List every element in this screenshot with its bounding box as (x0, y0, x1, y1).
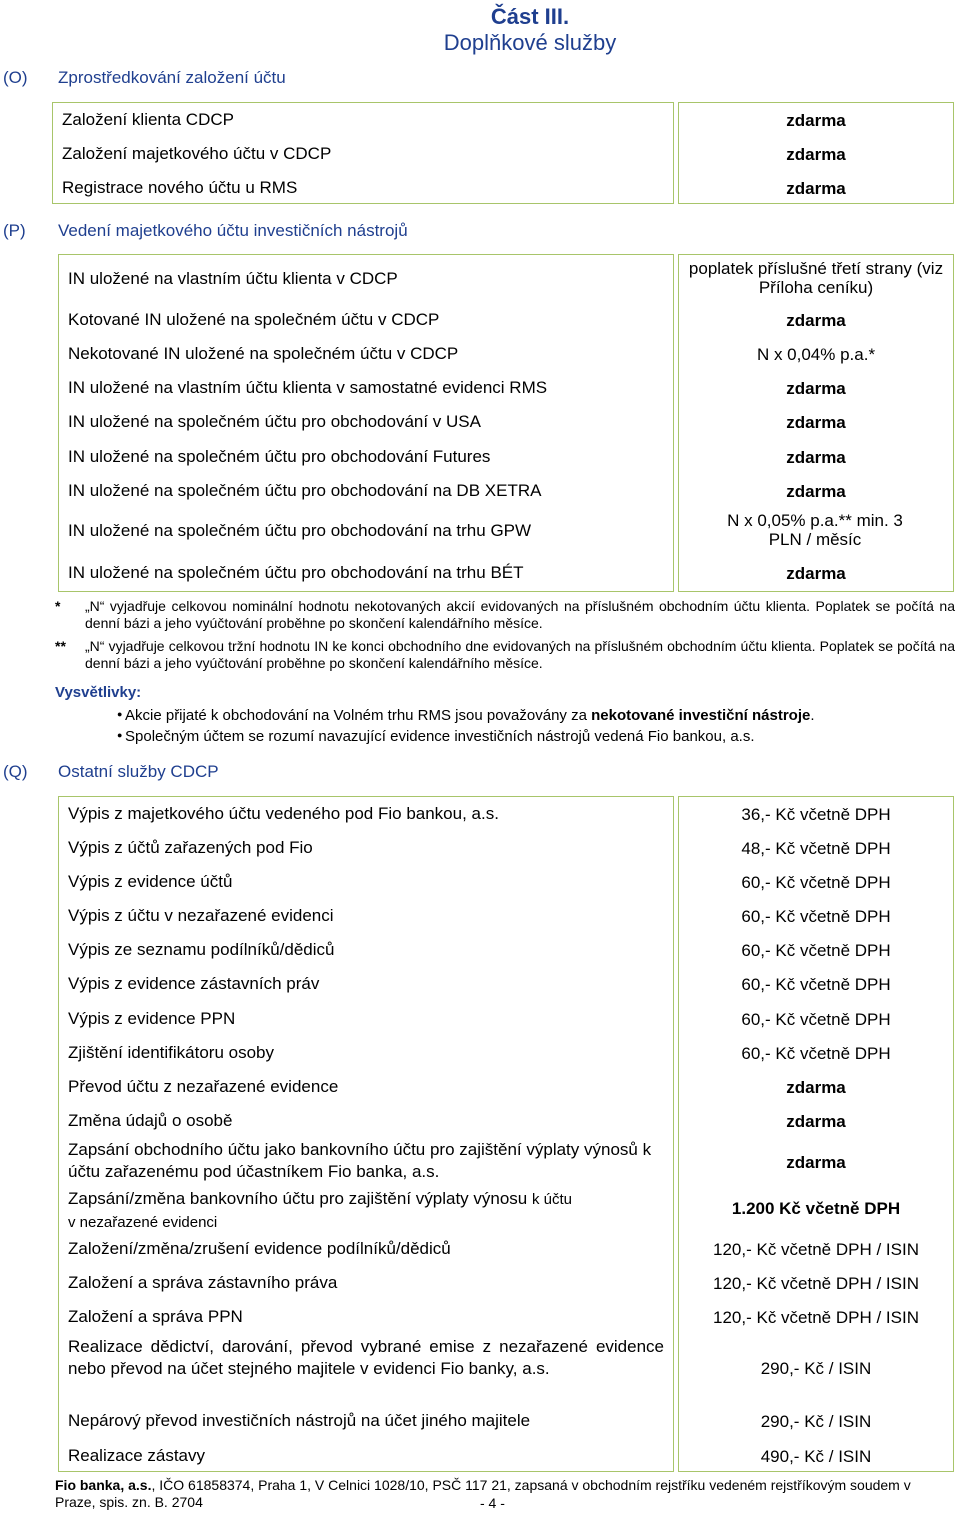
legend-item (125, 707, 815, 724)
section-q-row-value: 1.200 Kč včetně DPH (731, 1199, 901, 1218)
section-p-row-label: IN uložené na společném účtu pro obchodování Futures (68, 447, 491, 466)
section-q-row-label: Výpis z majetkového účtu vedeného pod Fio bankou, a.s. (68, 804, 499, 823)
section-p-row-label: Kotované IN uložené na společném účtu v CDCP (68, 310, 440, 329)
section-q-row-label: Zapsání obchodního účtu jako bankovního účtu pro zajištění výplaty výnosů k účtu zařazenému pod účastníkem Fio banka, a.s. (68, 1140, 652, 1181)
page-number: - 4 - (480, 1495, 505, 1511)
section-o-row-label: Založení majetkového účtu v CDCP (62, 144, 332, 163)
section-o-row-value: zdarma (786, 111, 846, 130)
section-q-row-label: Výpis z evidence účtů (68, 872, 233, 891)
legend-item-text: Společným účtem se rozumí navazující evidence investičních nástrojů vedená Fio bankou, a.s. (125, 728, 755, 745)
section-p-row-value: zdarma (786, 379, 846, 398)
section-q-row-label: Výpis ze seznamu podílníků/dědiců (68, 940, 335, 959)
section-q-row-label: Výpis z účtu v nezařazené evidenci (68, 906, 334, 925)
section-q-row-label: Převod účtu z nezařazené evidence (68, 1077, 339, 1096)
section-p-row-label: IN uložené na společném účtu pro obchodování na trhu BÉT (68, 563, 524, 582)
section-q-row-value: 60,- Kč včetně DPH (741, 975, 891, 994)
section-o-code: (O) (3, 68, 28, 87)
section-q-row-value: 120,- Kč včetně DPH / ISIN (713, 1240, 919, 1259)
section-p-row-value: zdarma (786, 564, 846, 583)
section-p-title: Vedení majetkového účtu investičních nástrojů (58, 221, 408, 240)
section-p-row-value: zdarma (786, 448, 846, 467)
legend-item (125, 728, 755, 745)
section-q-row-label: Výpis z evidence zástavních práv (68, 974, 320, 993)
section-p-row-label: IN uložené na vlastním účtu klienta v CDCP (68, 269, 398, 288)
part-title: Doplňkové služby (443, 30, 617, 55)
page-footer (55, 1477, 955, 1511)
section-q-row-label (68, 1188, 668, 1234)
footnote-mark: * (55, 598, 61, 614)
footer-company: Fio banka, a.s. (55, 1477, 152, 1493)
section-q-row-label: Výpis z účtů zařazených pod Fio (68, 838, 313, 857)
section-q-title: Ostatní služby CDCP (58, 762, 219, 781)
section-q-row-label: Změna údajů o osobě (68, 1111, 233, 1130)
section-p-row-label: IN uložené na společném účtu pro obchodování na DB XETRA (68, 481, 542, 500)
section-o-row-value: zdarma (786, 179, 846, 198)
section-o-row-value: zdarma (786, 145, 846, 164)
section-p-row-value: poplatek příslušné třetí strany (viz Příloha ceníku) (688, 259, 944, 297)
section-p-code: (P) (3, 221, 26, 240)
section-q-row-value: 60,- Kč včetně DPH (741, 873, 891, 892)
legend-title: Vysvětlivky: (55, 684, 142, 701)
section-p-row-label: IN uložené na společném účtu pro obchodování na trhu GPW (68, 521, 532, 540)
section-q-row-label: Realizace zástavy (68, 1446, 206, 1465)
section-o-row-label: Registrace nového účtu u RMS (62, 178, 298, 197)
legend-item-text: Akcie přijaté k obchodování na Volném trhu RMS jsou považovány za (125, 707, 592, 724)
section-q-row-value: 290,- Kč / ISIN (760, 1359, 872, 1378)
section-q-row-label: Výpis z evidence PPN (68, 1009, 236, 1028)
section-q-row-label-part: v nezařazené evidenci (68, 1214, 218, 1231)
section-q-row-label: Založení a správa PPN (68, 1307, 243, 1326)
section-q-row-label: Zjištění identifikátoru osoby (68, 1043, 274, 1062)
footnote-mark: ** (55, 638, 66, 654)
section-p-row-value: zdarma (786, 311, 846, 330)
section-q-row-label: Založení/změna/zrušení evidence podílníků/dědiců (68, 1239, 451, 1258)
section-q-row-label: Realizace dědictví, darování, převod vybrané emise z nezařazené evidence nebo převod na účet stejného majitele v evidenci Fio banky, a.s. (68, 1337, 664, 1378)
section-q-row-value: 48,- Kč včetně DPH (741, 839, 891, 858)
section-q-code: (Q) (3, 762, 28, 781)
section-q-row-value: zdarma (786, 1078, 846, 1097)
section-p-row-label: IN uložené na vlastním účtu klienta v samostatné evidenci RMS (68, 378, 548, 397)
section-p-row-value: zdarma (786, 482, 846, 501)
section-p-row-value: N x 0,04% p.a.* (756, 345, 876, 364)
section-q-row-value: 60,- Kč včetně DPH (741, 941, 891, 960)
footer-text: , IČO 61858374, Praha 1, V Celnici 1028/10, PSČ 117 21, zapsaná v obchodním rejstříku vedeném rejstříkovým soudem v Praze, spis. zn. B. 2704 (55, 1477, 911, 1510)
legend-item-end: . (810, 707, 815, 724)
section-p-row-label: IN uložené na společném účtu pro obchodování v USA (68, 412, 481, 431)
footnote-double-star (55, 638, 955, 672)
section-o-title: Zprostředkování založení účtu (58, 68, 286, 87)
section-q-row-value: 60,- Kč včetně DPH (741, 1010, 891, 1029)
section-q-row-label-part: Zapsání/změna bankovního účtu pro zajištění výplaty výnosu (68, 1189, 532, 1208)
section-q-row-value: 120,- Kč včetně DPH / ISIN (713, 1274, 919, 1293)
legend-item-bold: nekotované investiční nástroje (591, 707, 811, 724)
section-q-row-value: 60,- Kč včetně DPH (741, 1044, 891, 1063)
section-p-row-label: Nekotované IN uložené na společném účtu v CDCP (68, 344, 459, 363)
section-q-row-label: Nepárový převod investičních nástrojů na účet jiného majitele (68, 1411, 531, 1430)
footnote-single-star (55, 598, 955, 632)
section-q-row-value: zdarma (786, 1153, 846, 1172)
section-q-row-label: Založení a správa zástavního práva (68, 1273, 338, 1292)
section-p-row-value: zdarma (786, 413, 846, 432)
section-o-row-label: Založení klienta CDCP (62, 110, 234, 129)
part-heading (430, 4, 630, 56)
section-q-row-value: 290,- Kč / ISIN (760, 1412, 872, 1431)
footnote-text: „N“ vyjadřuje celkovou nominální hodnotu nekotovaných akcií evidovaných na příslušném obchodním účtu klienta. Poplatek se počítá na denní bázi a jeho vyúčtování proběhne po skončení kalendářního měsíce. (85, 598, 955, 631)
footnote-text: „N“ vyjadřuje celkovou tržní hodnotu IN ke konci obchodního dne evidovaných na příslušném obchodním účtu klienta. Poplatek se počítá na denní bázi a jeho vyúčtování proběhne po skončení kalendářního měsíce. (85, 638, 955, 671)
section-q-row-value: 60,- Kč včetně DPH (741, 907, 891, 926)
part-number: Část III. (490, 4, 570, 29)
section-q-row-value: zdarma (786, 1112, 846, 1131)
section-q-row-label-part: k účtu (531, 1191, 573, 1208)
section-q-row-value: 120,- Kč včetně DPH / ISIN (713, 1308, 919, 1327)
section-p-row-value: N x 0,05% p.a.** min. 3 PLN / měsíc (727, 511, 903, 549)
section-q-row-value: 36,- Kč včetně DPH (741, 805, 891, 824)
section-q-row-value: 490,- Kč / ISIN (760, 1447, 872, 1466)
